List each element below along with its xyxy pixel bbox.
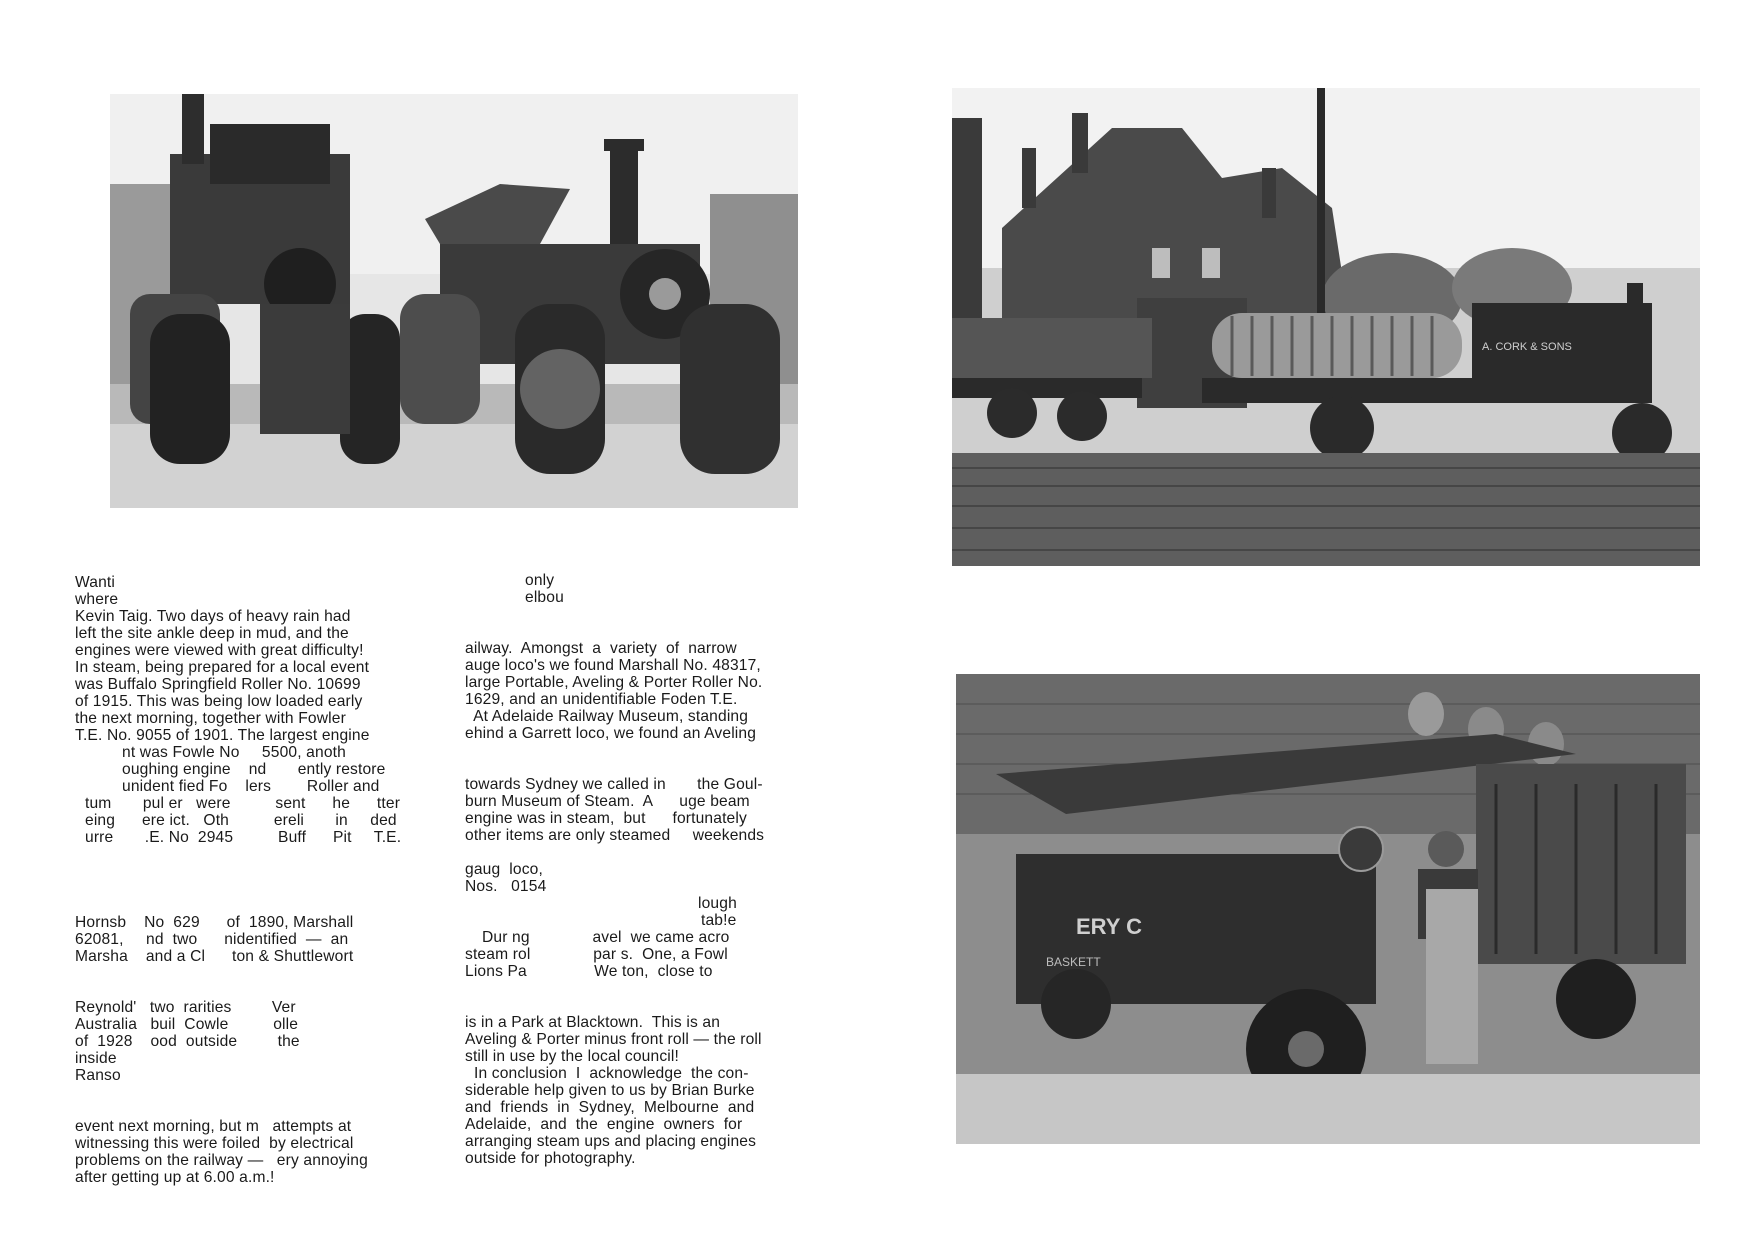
text-line: only (525, 572, 555, 589)
text-line: auge loco's we found Marshall No. 48317, (465, 657, 761, 674)
text-line: oughing engine nd ently restore (122, 761, 386, 778)
text-line: eing ere ict. Oth ereli in ded (85, 812, 397, 829)
photo-steam-wagon-street (952, 88, 1700, 566)
right-text-column (465, 572, 835, 1167)
photo-brewery-steam-wagon-image (956, 674, 1700, 1144)
text-line: left the site ankle deep in mud, and the (75, 625, 349, 642)
text-line: tab!e (701, 912, 737, 929)
text-line: where (75, 591, 119, 608)
text-line: Reynold' two rarities Ver (75, 999, 296, 1016)
text-line: Nos. 0154 (465, 878, 547, 895)
text-line: of 1928 ood outside the (75, 1033, 300, 1050)
text-line: steam rol par s. One, a Fowl (465, 946, 728, 963)
text-line: towards Sydney we called in the Goul- (465, 776, 763, 793)
text-line: the next morning, together with Fowler (75, 710, 346, 727)
right-block-1 (465, 572, 835, 606)
text-line: Marsha and a Cl ton & Shuttlewort (75, 948, 354, 965)
right-block-4 (465, 861, 835, 895)
right-block-2 (465, 640, 835, 742)
text-line: problems on the railway — ery annoying (75, 1152, 368, 1169)
right-block-3 (465, 776, 835, 844)
text-line: In steam, being prepared for a local event (75, 659, 370, 676)
text-line: still in use by the local council! (465, 1048, 679, 1065)
text-line: and friends in Sydney, Melbourne and (465, 1099, 755, 1116)
text-line: inside (75, 1050, 117, 1067)
photo-traction-engines (110, 94, 798, 508)
photo-brewery-steam-wagon (956, 674, 1700, 1144)
text-line: Hornsb No 629 of 1890, Marshall (75, 914, 354, 931)
text-line: Kevin Taig. Two days of heavy rain had (75, 608, 351, 625)
text-line: outside for photography. (465, 1150, 636, 1167)
wagon-brewery-lettering: ERY C (1076, 914, 1143, 939)
text-line: burn Museum of Steam. A uge beam (465, 793, 750, 810)
text-line: Australia buil Cowle olle (75, 1016, 299, 1033)
text-line: witnessing this were foiled by electrical (75, 1135, 354, 1152)
text-line: Wanti (75, 574, 116, 591)
text-line: tum pul er were sent he tter (85, 795, 401, 812)
text-line: 1629, and an unidentifiable Foden T.E. (465, 691, 738, 708)
right-block-7 (465, 1014, 835, 1167)
photo-steam-wagon-street-image (952, 88, 1700, 566)
text-line: At Adelaide Railway Museum, standing (465, 708, 749, 725)
text-line: ailway. Amongst a variety of narrow (465, 640, 737, 657)
text-line: engine was in steam, but fortunately (465, 810, 747, 827)
right-block-6 (465, 929, 835, 980)
text-line: Dur ng avel we came acro (482, 929, 730, 946)
wagon-plate: BASKETT (1046, 955, 1101, 969)
text-line: Lions Pa We ton, close to (465, 963, 713, 980)
left-block-2 (75, 914, 447, 965)
text-line: Adelaide, and the engine owners for (465, 1116, 743, 1133)
text-line: 62081, nd two nidentified — an (75, 931, 349, 948)
left-block-3 (75, 999, 447, 1084)
text-line: engines were viewed with great difficulty! (75, 642, 364, 659)
text-line: ehind a Garrett loco, we found an Aveling (465, 725, 757, 742)
text-line: arranging steam ups and placing engines (465, 1133, 757, 1150)
text-line: In conclusion I acknowledge the con- (465, 1065, 749, 1082)
text-line: of 1915. This was being low loaded early (75, 693, 363, 710)
text-line: unident fied Fo lers Roller and (122, 778, 380, 795)
text-line: large Portable, Aveling & Porter Roller No. (465, 674, 763, 691)
text-line: nt was Fowle No 5500, anoth (122, 744, 346, 761)
text-line: siderable help given to us by Brian Burke (465, 1082, 755, 1099)
text-line: gaug loco, (465, 861, 543, 878)
left-block-1 (75, 574, 447, 846)
text-line: Ranso (75, 1067, 121, 1084)
text-line: T.E. No. 9055 of 1901. The largest engine (75, 727, 370, 744)
wagon-signage: A. CORK & SONS (1482, 341, 1572, 353)
text-line: event next morning, but m attempts at (75, 1118, 352, 1135)
text-line: urre .E. No 2945 Buff Pit T.E. (85, 829, 402, 846)
text-line: elbou (525, 589, 564, 606)
text-line: Aveling & Porter minus front roll — the roll (465, 1031, 762, 1048)
photo-traction-engines-image (110, 94, 798, 508)
left-block-4 (75, 1118, 447, 1186)
text-line: was Buffalo Springfield Roller No. 10699 (75, 676, 361, 693)
text-line: is in a Park at Blacktown. This is an (465, 1014, 721, 1031)
text-line: other items are only steamed weekends (465, 827, 765, 844)
left-text-column (75, 574, 447, 1186)
text-line: after getting up at 6.00 a.m.! (75, 1169, 275, 1186)
text-line: lough (698, 895, 737, 912)
right-block-5 (465, 895, 835, 929)
